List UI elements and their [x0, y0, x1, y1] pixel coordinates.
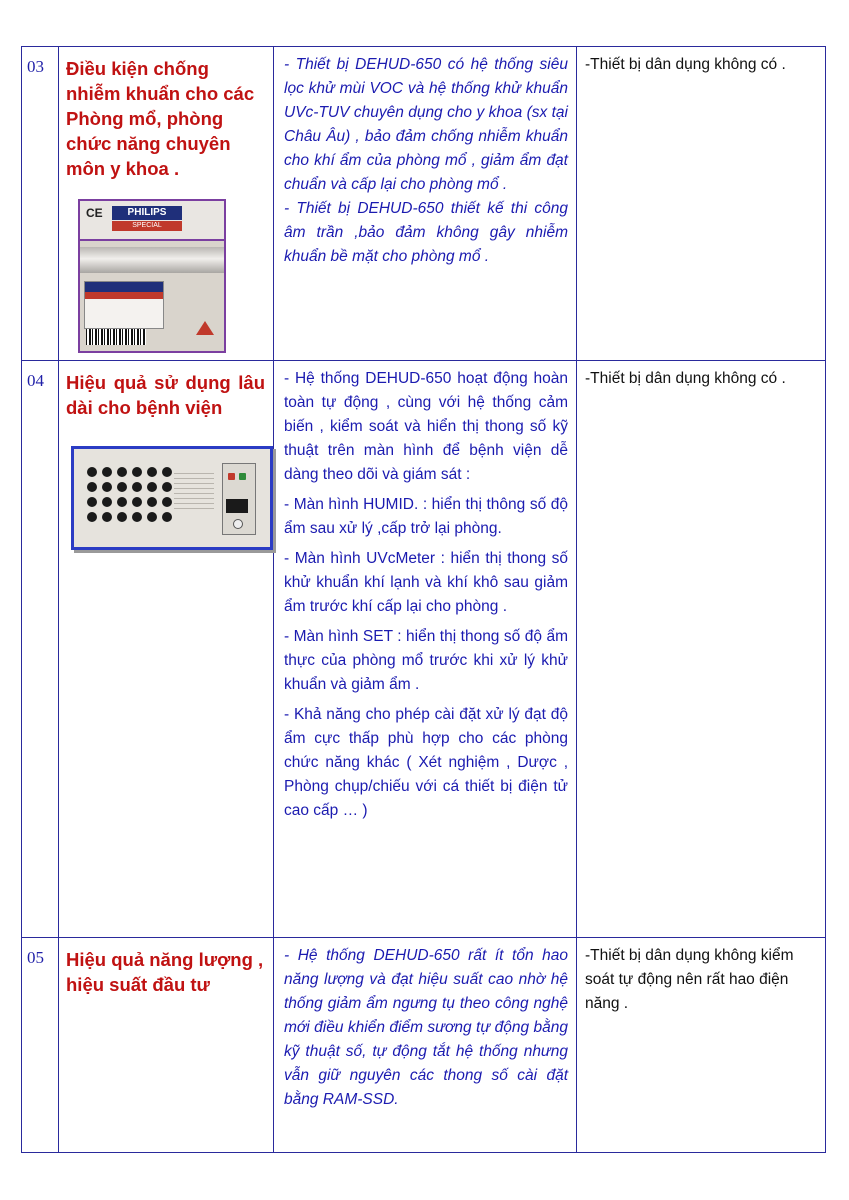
description-paragraph: - Hệ thống DEHUD-650 rất ít tổn hao năng lượng và đạt hiệu suất cao nhờ hệ thống giảm ẩm ngưng tụ theo công nghệ mới điều khiển điểm sương tự động bằng kỹ thuật số, tự động tắt hệ thống nhưng vẫn giữ nguyên các thong số cài đặt bằng RAM-SSD.	[284, 947, 568, 1108]
criterion-cell	[59, 938, 274, 1153]
lamp-box-label	[84, 281, 164, 329]
panel-info-plate	[174, 469, 214, 509]
row-number: 04	[27, 371, 44, 390]
red-indicator-icon	[228, 473, 235, 480]
note-cell	[577, 361, 826, 938]
criterion-title: Điều kiện chống nhiễm khuẩn cho các Phòng mổ, phòng chức năng chuyên môn y khoa .	[66, 58, 255, 179]
table-row	[22, 47, 826, 361]
note-text: -Thiết bị dân dụng không có .	[585, 56, 786, 73]
note-text: -Thiết bị dân dụng không có .	[585, 370, 786, 387]
lamp-package-label	[80, 201, 224, 241]
knob-icon	[233, 519, 243, 529]
row-number: 03	[27, 57, 44, 76]
row-number-cell	[22, 938, 59, 1153]
row-number-cell	[22, 47, 59, 361]
row-number-cell	[22, 361, 59, 938]
criterion-cell	[59, 361, 274, 938]
table-row	[22, 361, 826, 938]
control-panel-photo	[71, 446, 273, 550]
comparison-table	[21, 46, 826, 1153]
lamp-tube	[80, 247, 224, 273]
criterion-title: Hiệu quả năng lượng , hiệu suất đầu tư	[66, 949, 264, 995]
row-number: 05	[27, 948, 44, 967]
panel-display	[226, 499, 248, 513]
description-cell	[274, 938, 577, 1153]
philips-logo: PHILIPS	[112, 206, 182, 220]
description	[274, 361, 576, 823]
special-label: SPECIAL	[112, 221, 182, 231]
description-paragraph: - Khả năng cho phép cài đặt xử lý đạt độ ẩm cực thấp phù hợp cho các phòng chức năng khác ( Xét nghiệm , Dược , Phòng chụp/chiếu với cá thiết bị điện tử cao cấp … )	[284, 706, 568, 819]
description-paragraph: - Hệ thống DEHUD-650 hoạt động hoàn toàn tự động , cùng với hệ thống cảm biến , kiểm soát và hiển thị thong số kỹ thuật trên màn hình để bệnh viện dễ dàng theo dõi và giám sát :	[284, 370, 568, 483]
note-text: -Thiết bị dân dụng không kiểm soát tự động nên rất hao điện năng .	[585, 947, 794, 1012]
note-cell	[577, 938, 826, 1153]
description-paragraph: - Thiết bị DEHUD-650 thiết kế thi công âm trần ,bảo đảm không gây nhiễm khuẩn bề mặt cho phòng mổ .	[284, 200, 568, 265]
description-cell	[274, 47, 577, 361]
criterion-cell	[59, 47, 274, 361]
description-paragraph: - Màn hình UVcMeter : hiển thị thong số khử khuẩn khí lạnh và khí khô sau giảm ẩm trước khí cấp lại cho phòng .	[284, 550, 568, 615]
description-paragraph: - Màn hình SET : hiển thị thong số độ ẩm thực của phòng mổ trước khi xử lý khử khuẩn và giảm ẩm .	[284, 628, 568, 693]
warning-triangle-icon	[196, 321, 214, 335]
description-paragraph: - Thiết bị DEHUD-650 có hệ thống siêu lọc khử mùi VOC và hệ thống khử khuẩn UVc-TUV chuyên dụng cho y khoa (sx tại Châu Âu) , bảo đảm chống nhiễm khuẩn cho khí ẩm của phòng mổ , giảm ẩm đạt chuẩn và cấp lại cho phòng mổ .	[284, 56, 568, 193]
description	[274, 938, 576, 1112]
description-cell	[274, 361, 577, 938]
green-indicator-icon	[239, 473, 246, 480]
note-cell	[577, 47, 826, 361]
table-row	[22, 938, 826, 1153]
criterion-title: Hiệu quả sử dụng lâu dài cho bệnh viện	[66, 372, 265, 418]
barcode-icon	[86, 329, 146, 345]
vent-grille	[87, 467, 167, 531]
description	[274, 47, 576, 269]
description-paragraph: - Màn hình HUMID. : hiển thị thông số độ ẩm sau xử lý ,cấp trở lại phòng.	[284, 496, 568, 537]
uv-lamp-photo	[78, 199, 226, 353]
ce-logo: CE	[86, 206, 103, 220]
